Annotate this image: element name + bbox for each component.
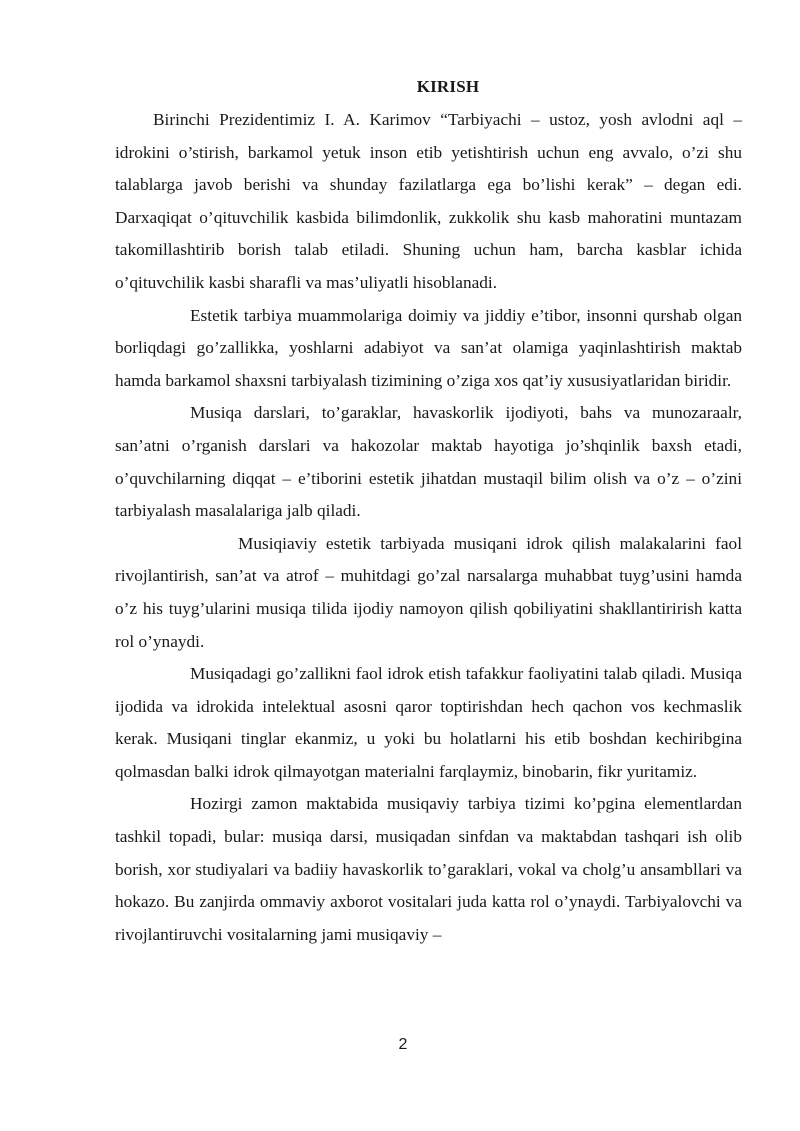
page-title: KIRISH — [416, 77, 480, 96]
paragraph-6: Hozirgi zamon maktabida musiqaviy tarbiya tizimi ko’pgina elementlardan tashkil topadi, bular: musiqa darsi, musiqadan sinfdan va maktabdan tashqari ish olib borish, xor studiyalari va badiiy havaskorlik to’garaklari, vokal va cholg’u ansambllari va hokazo. Bu zanjirda ommaviy axborot vositalari juda katta rol o’ynaydi. Tarbiyalovchi va rivojlantiruvchi vositalarning jami musiqaviy – — [115, 794, 742, 944]
paragraph-3: Musiqa darslari, to’garaklar, havaskorlik ijodiyoti, bahs va munozaraalr, san’atni o’rganish darslari va hakozolar maktab hayotiga jo’shqinlik baxsh etadi, o’quvchilarning diqqat – e’tiborini estetik jihatdan mustaqil bilim olish va o’z – o’zini tarbiyalash masalalariga jalb qiladi. — [115, 403, 742, 521]
paragraph-4: Musiqiaviy estetik tarbiyada musiqani idrok qilish malakalarini faol rivojlantirish, san’at va atrof – muhitdagi go’zal narsalarga muhabbat tuyg’usini hamda o’z his tuyg’ularini musiqa tilida ijodiy namoyon qilish qobiliyatini shakllantirirish katta rol o’ynaydi. — [115, 533, 742, 651]
paragraph-1: Birinchi Prezidentimiz I. A. Karimov “Tarbiyachi – ustoz, yosh avlodni aql – idrokini o’stirish, barkamol yetuk inson etib yetishtirish uchun eng avvalo, o’zi shu talablarga javob berishi va shunday fazilatlarga ega bo’lishi kerak” – degan edi. Darxaqiqat o’qituvchilik kasbida bilimdonlik, zukkolik shu kasb mahoratini muntazam takomillashtirib borish talab etiladi. Shuning uchun ham, barcha kasblar ichida o’qituvchilik kasbi sharafli va mas’uliyatli hisoblanadi. — [115, 110, 742, 292]
paragraph-5: Musiqadagi go’zallikni faol idrok etish tafakkur faoliyatini talab qiladi. Musiqa ijodida va idrokida intelektual asosni qaror toptirishdan hech qachon vos kechmaslik kerak. Musiqani tinglar ekanmiz, u yoki bu holatlarni his etib boshdan kechiribgina qolmasdan balki idrok qilmayotgan materialni farqlaymiz, binobarin, fikr yuritamiz. — [115, 664, 742, 781]
paragraph-2: Estetik tarbiya muammolariga doimiy va jiddiy e’tibor, insonni qurshab olgan borliqdagi go’zallikka, yoshlarni adabiyot va san’at olamiga yaqinlashtirish maktab hamda barkamol shaxsni tarbiyalash tizimining o’ziga xos qat’iy xususiyatlaridan biridir. — [115, 305, 742, 390]
page-number: 2 — [398, 1036, 408, 1053]
document-body — [115, 104, 742, 951]
